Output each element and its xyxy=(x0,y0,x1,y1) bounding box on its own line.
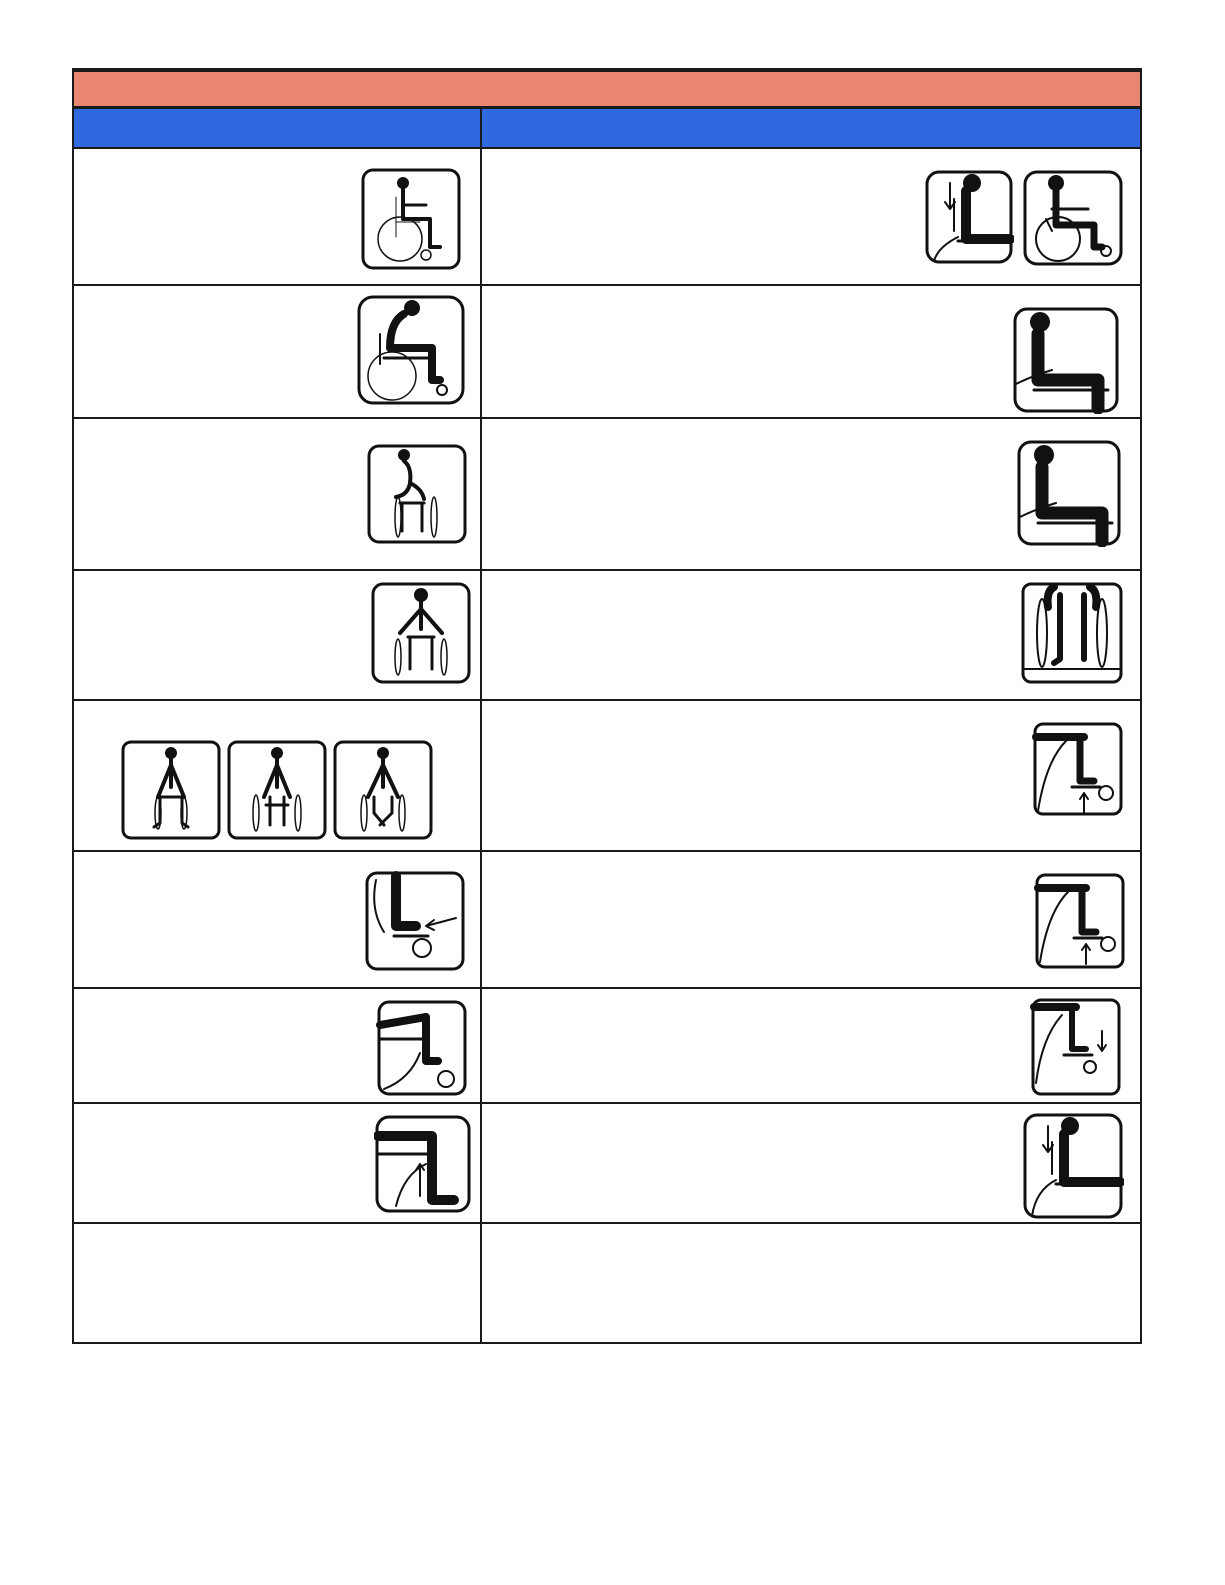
cell-adjustment xyxy=(481,700,1141,851)
icon-group xyxy=(1022,1112,1124,1220)
icon-group xyxy=(366,443,468,545)
cell-condition xyxy=(73,285,481,418)
header-right xyxy=(481,108,1141,149)
user-front-feet-cross-icon xyxy=(332,739,434,841)
legrest-angled-icon xyxy=(376,999,468,1097)
seat-height-raise-icon xyxy=(374,1114,472,1214)
cell-condition xyxy=(73,1103,481,1223)
cell-adjustment xyxy=(481,418,1141,570)
icon-group xyxy=(1016,439,1122,547)
chart-sheet xyxy=(72,68,1140,1344)
icon-group xyxy=(364,870,466,972)
seated-user-wide-seat-icon xyxy=(1016,439,1122,547)
legs-front-closeup-icon xyxy=(1020,581,1124,685)
backrest-lower-icon xyxy=(1022,1112,1124,1220)
footrest-raise-icon xyxy=(1034,872,1126,970)
header-left xyxy=(73,108,481,149)
backrest-lower-icon xyxy=(924,169,1014,267)
user-front-feet-wide-icon xyxy=(120,739,222,841)
cell-condition xyxy=(73,851,481,988)
cell-condition xyxy=(73,700,481,851)
icon-group xyxy=(1032,721,1124,817)
cell-condition xyxy=(73,148,481,285)
icon-group xyxy=(924,169,1124,267)
icon-group xyxy=(360,167,462,271)
footrest-raise-icon xyxy=(1032,721,1124,817)
icon-group xyxy=(370,581,472,685)
icon-group xyxy=(356,294,466,406)
adjustment-table xyxy=(72,68,1142,1344)
user-front-hunched-icon xyxy=(366,443,468,545)
cell-condition xyxy=(73,988,481,1103)
cell-condition xyxy=(73,570,481,700)
cell-adjustment xyxy=(481,285,1141,418)
table-row xyxy=(73,418,1141,570)
user-front-arms-out-icon xyxy=(370,581,472,685)
table-row xyxy=(73,570,1141,700)
icon-group xyxy=(1030,997,1122,1097)
cell-adjustment xyxy=(481,148,1141,285)
icon-group xyxy=(74,739,480,841)
icon-group xyxy=(376,999,468,1097)
footrest-lower-icon xyxy=(1030,997,1122,1097)
cell-adjustment xyxy=(481,851,1141,988)
table-row xyxy=(73,851,1141,988)
cell-adjustment xyxy=(481,1223,1141,1343)
icon-group xyxy=(374,1114,472,1214)
icon-group xyxy=(1034,872,1126,970)
seated-user-wide-seat-icon xyxy=(1012,306,1120,414)
table-row xyxy=(73,988,1141,1103)
icon-group xyxy=(1020,581,1124,685)
table-title-bar xyxy=(73,70,1141,108)
user-front-feet-center-icon xyxy=(226,739,328,841)
footrest-forward-icon xyxy=(364,870,466,972)
cell-condition xyxy=(73,1223,481,1343)
cell-adjustment xyxy=(481,570,1141,700)
icon-group xyxy=(1012,306,1120,414)
cell-condition xyxy=(73,418,481,570)
table-row xyxy=(73,285,1141,418)
wheelchair-user-side-icon xyxy=(360,167,462,271)
wheelchair-user-armrest-icon xyxy=(1022,169,1124,267)
cell-adjustment xyxy=(481,1103,1141,1223)
table-row xyxy=(73,1103,1141,1223)
leaning-forward-user-icon xyxy=(356,294,466,406)
table-row xyxy=(73,1223,1141,1343)
table-row xyxy=(73,700,1141,851)
cell-adjustment xyxy=(481,988,1141,1103)
table-row xyxy=(73,148,1141,285)
